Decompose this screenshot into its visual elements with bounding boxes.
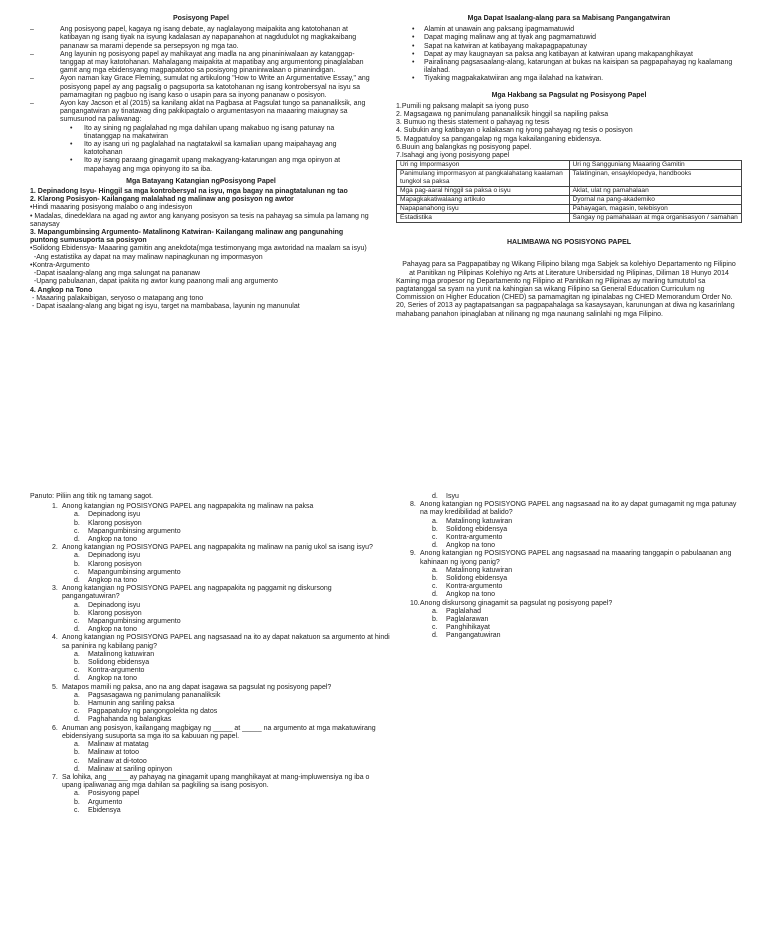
- table-row: [397, 170, 742, 187]
- characteristic-line: • Madalas, dinedeklara na agad ng awtor ang kanyang posisyon sa tesis na pahayag sa simula pa lamang ng sanaysay: [30, 212, 371, 228]
- option-letter: a.: [74, 511, 80, 519]
- quiz-questions-1: [30, 503, 390, 815]
- table-cell: Uri ng Sangguniang Maaaring Gamitin: [569, 161, 742, 170]
- left-subbullet-list: [30, 125, 372, 174]
- answer-option[interactable]: [388, 534, 743, 542]
- option-text: Mapangumbinsing argumento: [88, 618, 181, 626]
- option-text: Angkop na tono: [88, 577, 138, 585]
- answer-option[interactable]: [30, 758, 390, 766]
- characteristic-line: •Kontra-Argumento: [30, 261, 90, 269]
- option-text: Klarong posisyon: [88, 519, 142, 527]
- answer-option[interactable]: [388, 608, 743, 616]
- option-text: Matalinong katuwiran: [88, 650, 155, 658]
- right-bullet: • Sapat na katwiran at katibayang makapagpapatunay: [410, 43, 742, 51]
- option-text: Ebidensya: [88, 806, 121, 814]
- option-letter: c.: [74, 568, 80, 576]
- answer-option[interactable]: [30, 569, 390, 577]
- table-row: [397, 161, 742, 170]
- answer-option[interactable]: [30, 602, 390, 610]
- answer-option[interactable]: [388, 616, 743, 624]
- answer-option[interactable]: [30, 716, 390, 724]
- answer-option[interactable]: [388, 493, 743, 501]
- option-text: Angkop na tono: [88, 626, 138, 634]
- option-letter: a.: [74, 790, 80, 798]
- option-letter: d.: [74, 765, 80, 773]
- question-number: 7.: [52, 773, 58, 781]
- left-notes: [30, 15, 372, 311]
- option-text: Mapangumbinsing argumento: [88, 568, 181, 576]
- answer-option[interactable]: [30, 749, 390, 757]
- answer-option[interactable]: [30, 741, 390, 749]
- option-letter: b.: [74, 659, 80, 667]
- quiz-question: [388, 550, 743, 566]
- characteristic-line: - Maaaring palakaibigan, seryoso o matapang ang tono: [30, 294, 204, 302]
- quiz-questions-2: [388, 501, 743, 640]
- table-cell: Panimulang impormasyon at pangkalahatang kaalaman tungkol sa paksa: [397, 170, 570, 187]
- option-letter: c.: [74, 708, 80, 716]
- option-text: Malinaw at di-totoo: [88, 757, 147, 765]
- answer-option[interactable]: [388, 632, 743, 640]
- quiz-question: [30, 585, 390, 601]
- option-text: Solidong ebidensya: [446, 525, 508, 533]
- option-letter: c.: [432, 534, 438, 542]
- table-cell: Dyornal na pang-akademiko: [569, 196, 742, 205]
- option-text: Depinadong isyu: [88, 601, 141, 609]
- table-row: [397, 187, 742, 196]
- step-line: 3. Bumuo ng thesis statement o pahayag ng tesis: [396, 119, 550, 127]
- question-number: 2.: [52, 544, 58, 552]
- option-letter: a.: [432, 607, 438, 615]
- option-letter: a.: [74, 601, 80, 609]
- option-text: Argumento: [88, 798, 123, 806]
- left-subbullet: • Ito ay isang paraang ginagamit upang makagyang-katarungan ang mga opinyon at mapahayag ang mga opinyong ito sa iba.: [52, 157, 372, 173]
- option-text: Angkop na tono: [88, 675, 138, 683]
- answer-option[interactable]: [30, 807, 390, 815]
- quiz-column-2: [388, 493, 743, 641]
- option-letter: c.: [74, 757, 80, 765]
- option-text: Angkop na tono: [446, 591, 496, 599]
- answer-option[interactable]: [30, 520, 390, 528]
- option-letter: b.: [74, 749, 80, 757]
- table-cell: Pahayagan, magasin, telebisyon: [569, 205, 742, 214]
- question-number: 8.: [410, 501, 416, 509]
- option-letter: b.: [74, 560, 80, 568]
- left-bullet: – Ang layunin ng posisyong papel ay mahikayat ang madla na ang pinaniniwalaan ay katanggap-tanggap at may katotohanan. Mahalagang maipakita at mapatibay ang argumentong pinaglalaban gamit ang mga ebidensyang magpapatotoo sa posisyong pinaniniwalaan o pinanindigan.: [30, 51, 372, 76]
- table-cell: Estadistika: [397, 214, 570, 223]
- question-text: Anong katangian ng POSISYONG PAPEL ang nagpapakita ng malinaw na panig ukol sa isang isyu?: [62, 544, 373, 552]
- answer-option[interactable]: [30, 610, 390, 618]
- answer-option[interactable]: [30, 577, 390, 585]
- characteristic-line: -Dapat isaalang-alang ang mga salungat na pananaw: [30, 270, 201, 278]
- question-text: Anong katangian ng POSISYONG PAPEL ang nagsasaad na ito ay dapat nakatuon sa argumento at hindi sa paninira ng kabilang panig?: [62, 634, 390, 650]
- option-letter: a.: [74, 691, 80, 699]
- example-title: HALIMBAWA NG POSISYONG PAPEL: [506, 239, 632, 247]
- question-number: 4.: [52, 634, 58, 642]
- question-text: Anong katangian ng POSISYONG PAPEL ang nagpapakita ng paggamit ng diskursong pangangatuwiran?: [62, 585, 332, 601]
- question-text: Anong katangian ng POSISYONG PAPEL ang nagpapakita ng malinaw na paksa: [62, 503, 314, 511]
- step-line: 2. Magsagawa ng panimulang pananaliksik hinggil sa napiling paksa: [396, 111, 609, 119]
- option-text: Pangangatuwiran: [446, 632, 501, 640]
- right-bullet: • Tiyaking magpakakatwiiran ang mga ilalahad na katwiran.: [410, 75, 742, 83]
- characteristic-line: •Solidong Ebidensya- Maaaring gamitin ang anekdota(mga testimonyang mga awtoridad na maalam sa isyu): [30, 245, 367, 253]
- example-body: Kaming mga propesor ng Departamento ng Filipino at Panitikan ng Pilipinas ay mariing tumututol sa pagtatanggal sa syam na yunit na kahingian sa wikang Filipino sa General Education Curriculum ng Commission on Higher Education (CHED) sa pamamagitan ng ipinalabas ng CHED Memorandum Order No. 20, Series of 2013 ay pagtapatsangan sa pagpapahalaga sa kasaysayan, karunungan at diwa ng kasarinlang mahabang panahon ipinaglaban at nilinang ng mga naunang salinlahi ng mga Filipino.: [396, 277, 735, 318]
- answer-option[interactable]: [30, 511, 390, 519]
- option-letter: d.: [74, 577, 80, 585]
- option-letter: c.: [74, 618, 80, 626]
- step-line: 6.Buuin ang balangkas ng posisyong papel.: [396, 143, 532, 151]
- right-title: Mga Dapat Isaalang-alang para sa Mabisang Pangangatwiran: [467, 15, 671, 22]
- quiz-question: [30, 684, 390, 692]
- option-text: Klarong posisyon: [88, 560, 142, 568]
- option-letter: b.: [432, 575, 438, 583]
- answer-option[interactable]: [388, 518, 743, 526]
- option-letter: c.: [74, 527, 80, 535]
- option-text: Kontra-argumento: [446, 534, 503, 542]
- option-text: Paglalarawan: [446, 616, 489, 624]
- right-bullet: • Alamin at unawain ang paksang ipagmamatuwid: [410, 26, 742, 34]
- answer-option[interactable]: [30, 766, 390, 774]
- option-text: Kontra-argumento: [88, 667, 145, 675]
- option-text: Hamunin ang sariling paksa: [88, 700, 175, 708]
- left-subbullet: • Ito ay isang uri ng paglalahad na nagtatakwil sa kamalian upang maipahayag ang katotohanan: [52, 141, 372, 157]
- table-cell: Talatinginan, ensayklopedya, handbooks: [569, 170, 742, 187]
- option-letter: b.: [74, 700, 80, 708]
- option-letter: d.: [432, 493, 438, 500]
- left-bullet: – Ayon naman kay Grace Fleming, sumulat ng artikulong "How to Write an Argumentative Essay," ang posisyong papel ay ang pagsalig o pagsuporta sa katotohanan ng isang kontrobersyal na isyu sa pamamagitan ng pagbuo ng isang kaso o usapin para sa inyong pananaw o posisyon.: [30, 75, 372, 100]
- quiz-column-1: [30, 493, 390, 815]
- left-bullet: – Ayon kay Jacson et al (2015) sa kanilang aklat na Pagbasa at Pagsulat tungo sa pananaliksik, ang pangangatwiran ay tinatawag ding pakikipagtalo o argumentasyon na maaaring maiugnay sa sumusunod na paliwanag:: [30, 100, 372, 125]
- table-cell: Mga pag-aaral hinggil sa paksa o isyu: [397, 187, 570, 196]
- option-letter: a.: [74, 741, 80, 749]
- answer-option[interactable]: [388, 575, 743, 583]
- characteristic-line: -Ang estatistika ay dapat na may malinaw napinagkunan ng impormasyon: [30, 253, 263, 261]
- answer-option[interactable]: [30, 799, 390, 807]
- option-letter: d.: [432, 542, 438, 550]
- option-letter: c.: [74, 667, 80, 675]
- question-text: Anong katangian ng POSISYONG PAPEL ang nagsasaad na maaaring tanggapin o pabulaanan ang kahinaan ng iyong panig?: [420, 550, 732, 566]
- answer-option[interactable]: [30, 659, 390, 667]
- option-text: Pagpapatuloy ng pangongolekta ng datos: [88, 708, 218, 716]
- question-number: 10.: [410, 599, 420, 607]
- steps-list: [396, 103, 742, 160]
- left-characteristics: [30, 188, 372, 311]
- option-letter: a.: [74, 650, 80, 658]
- option-text: Mapangumbinsing argumento: [88, 527, 181, 535]
- option-letter: b.: [74, 609, 80, 617]
- option-text: Matalinong katuwiran: [446, 517, 513, 525]
- left-title: Posisyong Papel: [172, 15, 230, 22]
- answer-option[interactable]: [388, 583, 743, 591]
- question-number: 1.: [52, 503, 58, 511]
- option-letter: d.: [74, 626, 80, 634]
- table-row: [397, 214, 742, 223]
- option-text: Angkop na tono: [446, 542, 496, 550]
- option-letter: a.: [74, 552, 80, 560]
- characteristic-line: 4. Angkop na Tono: [30, 286, 93, 294]
- left-bullet-list: [30, 26, 372, 124]
- option-text: Paghahanda ng balangkas: [88, 716, 172, 724]
- option-letter: d.: [432, 632, 438, 640]
- option-text: Matalinong katuwiran: [446, 566, 513, 574]
- right-heading-2: Mga Hakbang sa Pagsulat ng Posisyong Papel: [491, 91, 647, 99]
- answer-option[interactable]: [388, 591, 743, 599]
- question-text: Anong katangian ng POSISYONG PAPEL ang nagsasaad na ito ay dapat gumagamit ng mga patunay na may kredibilidad at balido?: [420, 501, 737, 517]
- answer-option[interactable]: [30, 667, 390, 675]
- question-text: Matapos mamili ng paksa, ano na ang dapat isagawa sa pagsulat ng posisyong papel?: [62, 683, 332, 691]
- option-letter: a.: [432, 566, 438, 574]
- example-heading-text: Pahayag para sa Pagpapatibay ng Wikang Filipino bilang mga Sabjek sa kolehiyo Departamento ng Filipino at Panitikan ng Pilipinas Kolehiyo ng Arts at Literature Unibersidad ng Pilipinas, Diliman 18 Hunyo 2014: [402, 261, 736, 277]
- option-text: Malinaw at matatag: [88, 741, 149, 749]
- answer-option[interactable]: [30, 618, 390, 626]
- right-bullet-list: [410, 26, 742, 83]
- answer-option[interactable]: [30, 561, 390, 569]
- option-letter: b.: [432, 525, 438, 533]
- answer-option[interactable]: [30, 790, 390, 798]
- answer-option[interactable]: [30, 700, 390, 708]
- answer-option[interactable]: [30, 552, 390, 560]
- right-bullet: • Dapat ay may kaugnayan sa paksa ang katibayan at katwiran upang makapanghikayat: [410, 51, 742, 59]
- answer-option[interactable]: [30, 528, 390, 536]
- question-text: Anuman ang posisyon, kailangang magbigay ng _____ at _____ na argumento at mga makatuwirang ebidensiyang susuporta sa mga ito sa kabuuan ng papel.: [62, 724, 376, 740]
- question-number: 6.: [52, 724, 58, 732]
- option-text: Angkop na tono: [88, 536, 138, 544]
- option-text: Solidong ebidensya: [88, 659, 150, 667]
- answer-option[interactable]: [388, 567, 743, 575]
- quiz-instructions: Panuto: Piliin ang titik ng tamang sagot.: [30, 493, 153, 500]
- right-notes: [396, 15, 742, 319]
- answer-option[interactable]: [388, 624, 743, 632]
- answer-option[interactable]: [30, 626, 390, 634]
- step-line: 4. Subukin ang katibayan o kalakasan ng iyong pahayag ng tesis o posisyon: [396, 127, 633, 135]
- characteristic-line: -Upang pabulaanan, dapat ipakita ng awtor kung paanong mali ang argumento: [30, 278, 278, 286]
- quiz-question: [388, 501, 743, 517]
- option-text: Solidong ebidensya: [446, 575, 508, 583]
- table-cell: Aklat, ulat ng pamahalaan: [569, 187, 742, 196]
- answer-option[interactable]: [30, 651, 390, 659]
- option-text: Depinadong isyu: [88, 511, 141, 519]
- quiz-question: [30, 774, 390, 790]
- option-text: Pagsasagawa ng panimulang pananaliksik: [88, 691, 221, 699]
- right-bullet: • Dapat maging malinaw ang at tiyak ang pagmamatuwid: [410, 34, 742, 42]
- option-text: Malinaw at sariling opinyon: [88, 765, 173, 773]
- quiz-question: [30, 725, 390, 741]
- option-text: Malinaw at totoo: [88, 749, 139, 757]
- option-text: Posisyong papel: [88, 790, 140, 798]
- option-letter: c.: [432, 624, 438, 632]
- question-text: Sa lohika, ang _____ ay pahayag na ginagamit upang manghikayat at mang-impluwensiya ng iba o upang ipaliwanag ang mga dahilan sa pagkiling sa isang posisyon.: [62, 773, 370, 790]
- table-row: [397, 196, 742, 205]
- option-letter: b.: [74, 519, 80, 527]
- option-letter: a.: [432, 517, 438, 525]
- table-cell: Napapanahong isyu: [397, 205, 570, 214]
- answer-option[interactable]: [30, 675, 390, 683]
- quiz-question: [30, 503, 390, 511]
- option-text: Panghihikayat: [446, 624, 490, 632]
- table-row: [397, 205, 742, 214]
- question-number: 5.: [52, 683, 58, 691]
- right-bullet: • Pairalinang pagsasaalang-alang, katarungan at bukas na kaisipan sa pagpapahayag ng kaalamang ilalahad.: [410, 59, 742, 75]
- step-line: 1.Pumili ng paksang malapit sa iyong puso: [396, 102, 529, 110]
- option-letter: c.: [432, 583, 438, 591]
- characteristic-line: - Dapat isaalang-alang ang bigat ng isyu, target na mambabasa, layunin ng manunulat: [30, 302, 300, 310]
- characteristic-line: 3. Mapangumbinsing Argumento- Matalinong Katwiran- Kailangang malinaw ang pangunahing puntong sumusuporta sa posisyon: [30, 229, 346, 245]
- option-text: Paglalahad: [446, 607, 482, 615]
- option-letter: b.: [74, 798, 80, 806]
- table-cell: Uri ng Impormasyon: [397, 161, 570, 170]
- option-letter: d.: [432, 591, 438, 599]
- option-text: Isyu: [446, 493, 459, 500]
- option-letter: c.: [74, 806, 80, 814]
- option-letter: d.: [74, 536, 80, 544]
- characteristic-line: 2. Klarong Posisyon- Kailangang malalahad ng malinaw ang posisyon ng awtor: [30, 196, 294, 204]
- characteristic-line: 1. Depinadong Isyu- Hinggil sa mga kontrobersyal na isyu, mga bagay na pinagtatalunan ng tao: [30, 188, 348, 196]
- step-line: 7.Isahagi ang iyong posisyong papel: [396, 152, 510, 160]
- answer-option[interactable]: [388, 542, 743, 550]
- table-cell: Sangay ng pamahalaan at mga organisasyon / samahan: [569, 214, 742, 223]
- quiz-question: [388, 600, 743, 608]
- option-text: Kontra-argumento: [446, 583, 503, 591]
- question-number: 3.: [52, 585, 58, 593]
- characteristic-line: •Hindi maaaring posisyong malabo o ang indesisyon: [30, 204, 193, 212]
- answer-option[interactable]: [30, 692, 390, 700]
- option-letter: d.: [74, 675, 80, 683]
- left-bullet: – Ang posisyong papel, kagaya ng isang debate, ay naglalayong maipakita ang katotohanan at katibayan ng isang tiyak na isyung kadalasan ay napapanahon at nagdudulot ng magkakaibang pananaw sa marami depende sa persepsyon ng mga tao.: [30, 26, 372, 51]
- left-heading-2: Mga Batayang Katangian ngPosisyong Papel: [126, 177, 276, 185]
- option-text: Klarong posisyon: [88, 609, 142, 617]
- question-number: 9.: [410, 550, 416, 558]
- answer-option[interactable]: [30, 536, 390, 544]
- question-text: Anong diskursong ginagamit sa pagsulat ng posisyong papel?: [420, 599, 613, 607]
- answer-option[interactable]: [30, 708, 390, 716]
- quiz-question: [30, 634, 390, 650]
- step-line: 5. Magpatuloy sa pangangalap ng mga kakailanganing ebidensya.: [396, 135, 602, 143]
- reference-table: [396, 160, 742, 223]
- option-letter: b.: [432, 616, 438, 624]
- option-letter: d.: [74, 716, 80, 724]
- quiz-carryover: [388, 493, 743, 501]
- quiz-question: [30, 544, 390, 552]
- answer-option[interactable]: [388, 526, 743, 534]
- option-text: Depinadong isyu: [88, 552, 141, 560]
- left-subbullet: • Ito ay sining ng paglalahad ng mga dahilan upang makabuo ng isang patunay na tinatanggap na makatwiran: [52, 125, 372, 141]
- table-cell: Mapagkakatiwalaang artikulo: [397, 196, 570, 205]
